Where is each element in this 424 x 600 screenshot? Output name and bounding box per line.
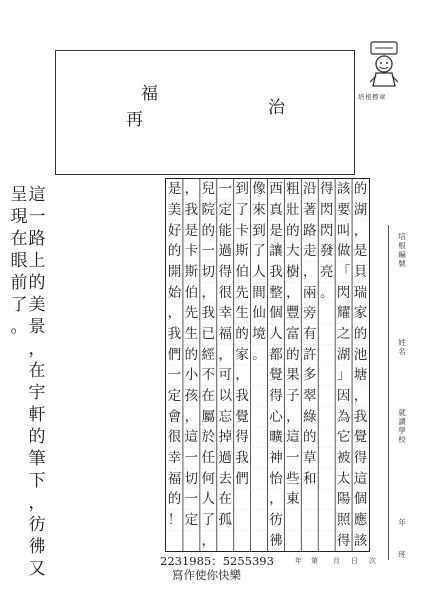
- essay-char: 我: [235, 388, 249, 404]
- essay-char: ，: [286, 408, 300, 425]
- student-info-labels: [392, 230, 416, 590]
- essay-char: 覺: [353, 429, 368, 446]
- essay-char: 這: [184, 429, 199, 446]
- essay-char: 這: [353, 470, 368, 487]
- essay-char: 綠: [303, 408, 317, 425]
- margin-note-char: 宇: [28, 383, 46, 403]
- essay-char: 一: [167, 367, 182, 384]
- essay-char: ，: [201, 284, 216, 301]
- essay-char: 亮: [319, 264, 334, 280]
- essay-char: 過: [218, 243, 232, 260]
- essay-char: 好: [167, 222, 182, 239]
- essay-char: 閃: [319, 202, 334, 218]
- essay-char: 粗: [286, 181, 300, 198]
- essay-char: 果: [286, 367, 300, 384]
- essay-char: 斯: [184, 264, 199, 280]
- essay-char: 的: [167, 243, 182, 260]
- label-name: 姓名: [398, 338, 406, 356]
- essay-char: 叫: [336, 222, 351, 239]
- essay-char: 因: [336, 388, 351, 404]
- essay-char: 屬: [201, 408, 216, 425]
- essay-char: 豐: [286, 305, 300, 322]
- essay-char: 得: [353, 450, 368, 466]
- margin-note-char: 了: [10, 295, 28, 315]
- essay-char: 一: [184, 491, 199, 508]
- essay-char: 該: [353, 532, 368, 549]
- essay-char: 都: [269, 346, 283, 363]
- essay-char: 孩: [184, 388, 199, 404]
- essay-char: 幸: [167, 450, 182, 466]
- essay-char: 了: [252, 243, 266, 260]
- essay-char: 湖: [353, 202, 368, 218]
- essay-char: 不: [201, 367, 216, 384]
- comment-char: 福: [141, 84, 158, 104]
- margin-note-char: 彷: [28, 515, 46, 535]
- essay-char: 像: [252, 181, 266, 198]
- essay-char: ，: [353, 388, 368, 404]
- essay-char: ！: [167, 512, 182, 528]
- essay-char: 讓: [269, 243, 283, 260]
- essay-char: 忘: [218, 408, 232, 425]
- essay-char: 我: [167, 326, 182, 342]
- essay-char: 是: [269, 222, 283, 239]
- essay-char: 境: [252, 326, 266, 342]
- essay-char: 為: [336, 408, 351, 425]
- teacher-comment-box: [55, 50, 355, 175]
- essay-char: 。: [252, 346, 266, 363]
- essay-char: 很: [167, 429, 182, 446]
- essay-char: 卡: [184, 243, 199, 260]
- margin-note-char: 。: [10, 317, 28, 337]
- margin-note-char: 的: [28, 273, 46, 293]
- essay-char: 到: [235, 181, 249, 198]
- essay-char: 兩: [303, 284, 317, 301]
- essay-char: 我: [184, 202, 199, 218]
- essay-char: 這: [286, 429, 300, 446]
- margin-note-char: 一: [28, 207, 46, 227]
- essay-char: 發: [319, 243, 334, 260]
- essay-char: 在: [201, 388, 216, 404]
- essay-char: 福: [167, 470, 182, 487]
- essay-char: 。: [319, 284, 334, 301]
- essay-char: 們: [167, 346, 182, 363]
- logo-caption: 培根標章: [358, 93, 386, 101]
- essay-char: 我: [235, 450, 249, 466]
- essay-char: 卡: [235, 222, 249, 239]
- essay-char: 去: [218, 470, 232, 487]
- essay-char: 到: [252, 222, 266, 239]
- essay-char: 們: [235, 470, 249, 487]
- manuscript-grid: [165, 178, 370, 552]
- margin-note-char: 呈: [10, 185, 28, 205]
- essay-char: ，: [184, 408, 199, 425]
- essay-char: 兒: [201, 181, 216, 198]
- essay-char: ，: [235, 367, 249, 384]
- essay-char: 一: [286, 450, 300, 466]
- essay-char: 閃: [336, 284, 351, 301]
- essay-char: 是: [167, 181, 182, 198]
- essay-char: 一: [201, 243, 216, 260]
- essay-char: 伯: [184, 284, 199, 301]
- date-ordinal: 第: [311, 557, 318, 565]
- essay-char: 曠: [269, 429, 283, 446]
- margin-note-char: 上: [28, 251, 46, 271]
- margin-note-char: 景: [28, 317, 46, 337]
- essay-char: 院: [201, 202, 216, 218]
- essay-char: 何: [201, 470, 216, 487]
- essay-char: 會: [167, 408, 182, 425]
- essay-char: 它: [336, 429, 351, 446]
- essay-char: 生: [184, 326, 199, 342]
- essay-char: 切: [184, 470, 199, 487]
- essay-char: 湖: [336, 346, 351, 363]
- essay-char: 得: [336, 532, 351, 549]
- essay-char: 的: [353, 326, 368, 342]
- essay-char: 神: [269, 450, 283, 466]
- essay-char: 和: [303, 470, 317, 487]
- essay-char: 真: [269, 202, 283, 218]
- essay-char: 心: [269, 408, 283, 425]
- label-peigen-number: 培根編號: [398, 232, 406, 268]
- essay-char: 伯: [235, 264, 249, 280]
- essay-char: 始: [167, 284, 182, 301]
- essay-char: 美: [167, 202, 182, 218]
- essay-char: 路: [303, 222, 317, 239]
- essay-char: 定: [218, 202, 232, 218]
- essay-char: 「: [336, 264, 351, 280]
- essay-char: 些: [286, 470, 300, 487]
- essay-char: ，: [184, 181, 199, 198]
- essay-char: ，: [167, 305, 182, 322]
- essay-char: 很: [218, 284, 232, 301]
- margin-note-char: 下: [28, 471, 46, 491]
- date-month: 月: [333, 557, 340, 565]
- essay-char: 先: [184, 305, 199, 322]
- essay-char: 彿: [269, 532, 283, 549]
- essay-char: 間: [252, 284, 266, 301]
- essay-char: 覺: [269, 367, 283, 384]
- label-grade: 年: [398, 518, 406, 527]
- essay-char: 我: [201, 305, 216, 322]
- label-school: 就讀學校: [398, 408, 406, 444]
- essay-char: 沿: [303, 181, 317, 198]
- essay-char: 來: [252, 202, 266, 218]
- phone-number: 2231985：5255393: [160, 554, 274, 568]
- margin-note-char: 現: [10, 207, 28, 227]
- essay-char: 的: [167, 491, 182, 508]
- margin-note-char: 軒: [28, 405, 46, 425]
- essay-char: 」: [336, 367, 351, 384]
- essay-char: 定: [167, 388, 182, 404]
- essay-char: 有: [303, 326, 317, 342]
- margin-note-char: 筆: [28, 449, 46, 469]
- essay-char: 孤: [218, 512, 232, 528]
- essay-char: 一: [218, 181, 232, 198]
- essay-char: 池: [353, 346, 368, 363]
- essay-char: 的: [235, 326, 249, 342]
- teacher-margin-note: [10, 180, 48, 580]
- essay-char: 的: [303, 429, 317, 446]
- essay-char: 著: [303, 202, 317, 218]
- essay-char: 子: [286, 388, 300, 404]
- side-divider: [388, 225, 389, 560]
- essay-char: 任: [201, 450, 216, 466]
- essay-char: 的: [184, 346, 199, 363]
- essay-char: 在: [218, 491, 232, 508]
- essay-char: 了: [201, 512, 216, 528]
- essay-char: 過: [218, 450, 232, 466]
- essay-char: 怡: [269, 470, 283, 487]
- peigen-logo-icon: [365, 40, 403, 92]
- essay-char: 已: [201, 326, 216, 342]
- essay-char: 貝: [353, 264, 368, 280]
- comment-char: 治: [268, 98, 285, 118]
- essay-char: 該: [336, 181, 351, 198]
- essay-char: 許: [303, 346, 317, 363]
- margin-note-char: ，: [28, 493, 46, 513]
- essay-char: 家: [235, 346, 249, 363]
- essay-char: 翠: [303, 388, 317, 404]
- essay-char: 的: [286, 346, 300, 363]
- essay-char: 多: [303, 367, 317, 384]
- label-class: 班: [398, 550, 406, 559]
- essay-char: 人: [269, 326, 283, 342]
- essay-char: 福: [218, 326, 232, 342]
- essay-char: 得: [269, 388, 283, 404]
- essay-char: ，: [218, 346, 232, 363]
- essay-char: 小: [184, 367, 199, 384]
- margin-note-char: 在: [28, 361, 46, 381]
- margin-note-char: 前: [10, 273, 28, 293]
- essay-char: 定: [184, 512, 199, 528]
- essay-char: 大: [286, 243, 300, 260]
- essay-char: 幸: [218, 305, 232, 322]
- essay-char: 的: [353, 181, 368, 198]
- essay-char: 了: [235, 202, 249, 218]
- margin-note-char: 眼: [10, 251, 28, 271]
- margin-note-char: ，: [28, 339, 46, 359]
- essay-char: 能: [218, 222, 232, 239]
- essay-char: 做: [336, 243, 351, 260]
- essay-char: 以: [218, 388, 232, 404]
- margin-note-char: 這: [28, 185, 46, 205]
- essay-char: 太: [336, 470, 351, 487]
- comment-char: 再: [126, 110, 143, 130]
- essay-char: 個: [269, 305, 283, 322]
- essay-char: 應: [353, 512, 368, 528]
- essay-char: 照: [336, 512, 351, 528]
- essay-char: 走: [303, 243, 317, 260]
- essay-char: 耀: [336, 305, 351, 322]
- essay-char: ，: [353, 222, 368, 239]
- margin-note-char: 彿: [28, 537, 46, 557]
- footer-tagline: 寫作使你快樂: [172, 568, 241, 582]
- essay-char: 是: [353, 243, 368, 260]
- essay-char: 人: [252, 264, 266, 280]
- essay-char: ，: [303, 264, 317, 280]
- essay-char: 西: [269, 181, 283, 198]
- essay-char: 被: [336, 450, 351, 466]
- essay-char: 開: [167, 264, 182, 280]
- essay-char: 的: [286, 222, 300, 239]
- essay-char: 仙: [252, 305, 266, 322]
- essay-char: 壯: [286, 202, 300, 218]
- margin-note-char: 美: [28, 295, 46, 315]
- essay-char: 個: [353, 491, 368, 508]
- essay-char: 富: [286, 326, 300, 342]
- essay-char: 旁: [303, 305, 317, 322]
- essay-char: 要: [336, 202, 351, 218]
- essay-char: 可: [218, 367, 232, 384]
- essay-char: ，: [286, 284, 300, 301]
- essay-char: 人: [201, 491, 216, 508]
- essay-char: 生: [235, 305, 249, 322]
- essay-char: 塘: [353, 367, 368, 384]
- essay-char: ，: [269, 491, 283, 508]
- essay-char: 得: [218, 264, 232, 280]
- essay-char: 家: [353, 305, 368, 322]
- essay-char: 陽: [336, 491, 351, 508]
- essay-char: 得: [235, 429, 249, 446]
- essay-char: 一: [184, 450, 199, 466]
- essay-char: 先: [235, 284, 249, 301]
- essay-char: 彷: [269, 512, 283, 528]
- essay-char: 瑞: [353, 284, 368, 301]
- margin-note-char: 的: [28, 427, 46, 447]
- essay-char: 覺: [235, 408, 249, 425]
- margin-note-char: 在: [10, 229, 28, 249]
- essay-char: 經: [201, 346, 216, 363]
- essay-char: 斯: [235, 243, 249, 260]
- essay-char: 切: [201, 264, 216, 280]
- essay-char: 是: [184, 222, 199, 239]
- margin-note-char: 路: [28, 229, 46, 249]
- essay-char: 閃: [319, 222, 334, 239]
- date-count: 次: [369, 557, 376, 565]
- essay-char: 樹: [286, 264, 300, 280]
- essay-char: 草: [303, 450, 317, 466]
- date-year: 年: [295, 557, 302, 565]
- essay-char: 得: [319, 181, 334, 198]
- essay-char: 我: [269, 264, 283, 280]
- margin-note-char: 又: [28, 559, 46, 579]
- essay-char: 我: [353, 408, 368, 425]
- essay-char: 之: [336, 326, 351, 342]
- essay-char: 於: [201, 429, 216, 446]
- essay-char: 整: [269, 284, 283, 301]
- essay-char: 東: [286, 491, 300, 508]
- date-day: 日: [351, 557, 358, 565]
- essay-char: 掉: [218, 429, 232, 446]
- essay-char: ，: [201, 532, 216, 549]
- essay-char: 的: [201, 222, 216, 239]
